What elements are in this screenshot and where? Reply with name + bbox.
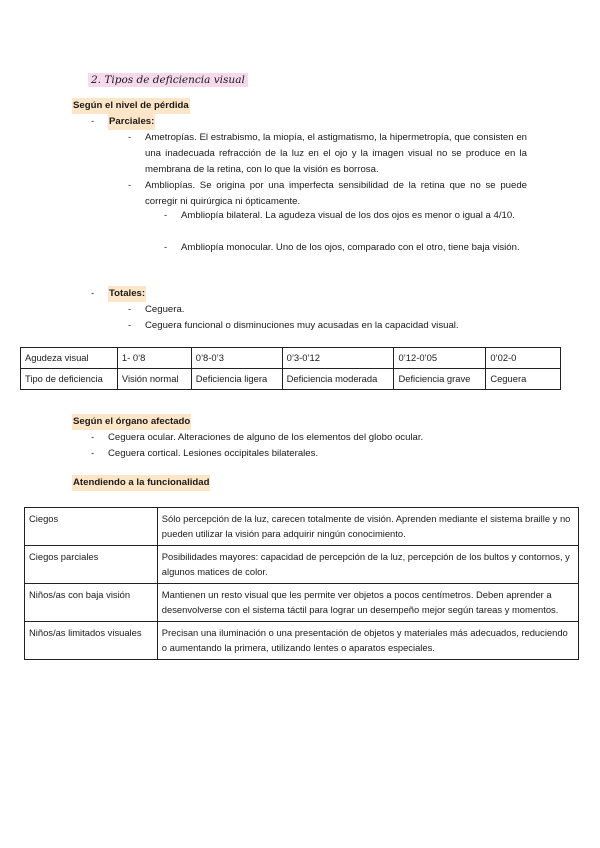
table-cell-desc: Sólo percepción de la luz, carecen totalmente de visión. Aprenden mediante el sistema braille y no pueden utilizar la visión para adquirir ningún conocimiento. bbox=[157, 508, 578, 546]
table-row bbox=[25, 622, 579, 660]
table-cell: 0’12-0’05 bbox=[394, 348, 486, 369]
table-cell-desc: Precisan una iluminación o una presentación de objetos y materiales más adecuados, reduciendo o aumentando la primera, utilizando lentes o aparatos especiales. bbox=[157, 622, 578, 660]
table-cell: 1- 0’8 bbox=[117, 348, 191, 369]
text-ceguera-cortical: Ceguera cortical. Lesiones occipitales bilaterales. bbox=[108, 448, 319, 459]
table-cell-desc: Posibilidades mayores: capacidad de percepción de la luz, percepción de los bultos y contornos, y algunos matices de color. bbox=[157, 546, 578, 584]
table-cell: 0’8-0’3 bbox=[191, 348, 282, 369]
table-cell: 0’3-0’12 bbox=[282, 348, 394, 369]
table-row bbox=[25, 546, 579, 584]
table-row bbox=[21, 348, 561, 369]
heading-organo: Según el órgano afectado bbox=[72, 414, 191, 430]
label-totales: Totales: bbox=[108, 286, 146, 302]
text-ceguera-funcional: Ceguera funcional o disminuciones muy acusadas en la capacidad visual. bbox=[145, 320, 459, 331]
heading-funcionalidad: Atendiendo a la funcionalidad bbox=[72, 475, 210, 491]
table-cell: Ceguera bbox=[486, 369, 561, 390]
text-ametropias: Ametropías. El estrabismo, la miopía, el astigmatismo, la hipermetropía, que consisten en una inadecuada refracción de la luz en el ojo y la imagen visual no se produce en la membrana de la retina, con lo que la visión es borrosa. bbox=[145, 132, 527, 175]
text-bilateral: Ambliopía bilateral. La agudeza visual de los dos ojos es menor o igual a 4/10. bbox=[181, 210, 515, 221]
text-ceguera-ocular: Ceguera ocular. Alteraciones de alguno de los elementos del globo ocular. bbox=[108, 432, 424, 443]
table-cell: Deficiencia ligera bbox=[191, 369, 282, 390]
heading-nivel: Según el nivel de pérdida bbox=[72, 98, 190, 114]
bullet-dash: - bbox=[128, 180, 132, 191]
table-cell-term: Niños/as con baja visión bbox=[25, 584, 158, 622]
bullet-dash: - bbox=[128, 320, 132, 331]
table-cell: Deficiencia grave bbox=[394, 369, 486, 390]
text-monocular: Ambliopía monocular. Uno de los ojos, comparado con el otro, tiene baja visión. bbox=[181, 242, 520, 253]
bullet-dash: - bbox=[164, 210, 168, 221]
bullet-dash: - bbox=[164, 242, 168, 253]
table-cell: Deficiencia moderada bbox=[282, 369, 394, 390]
bullet-dash: - bbox=[91, 116, 95, 127]
text-ceguera: Ceguera. bbox=[145, 304, 185, 315]
table-row bbox=[21, 369, 561, 390]
table-cell-term: Niños/as limitados visuales bbox=[25, 622, 158, 660]
table-cell: Agudeza visual bbox=[21, 348, 118, 369]
table-row bbox=[25, 508, 579, 546]
table-cell-term: Ciegos bbox=[25, 508, 158, 546]
section-title: 2. Tipos de deficiencia visual bbox=[88, 73, 248, 87]
bullet-dash: - bbox=[128, 304, 132, 315]
table-cell-term: Ciegos parciales bbox=[25, 546, 158, 584]
table-cell: Visión normal bbox=[117, 369, 191, 390]
table-cell: Tipo de deficiencia bbox=[21, 369, 118, 390]
bullet-dash: - bbox=[91, 432, 95, 443]
text-ambliopias: Ambliopías. Se origina por una imperfecta sensibilidad de la retina que no se puede corregir ni quirúrgica ni ópticamente. bbox=[145, 180, 527, 207]
table-row bbox=[25, 584, 579, 622]
label-parciales: Parciales: bbox=[108, 114, 155, 130]
bullet-dash: - bbox=[91, 448, 95, 459]
bullet-dash: - bbox=[128, 132, 132, 143]
funcionalidad-table bbox=[24, 507, 579, 660]
table-cell-desc: Mantienen un resto visual que les permite ver objetos a pocos centímetros. Deben aprender a desenvolverse con el sistema táctil para lograr un desempeño mejor según tareas y momentos. bbox=[157, 584, 578, 622]
agudeza-table bbox=[20, 347, 561, 390]
bullet-dash: - bbox=[91, 288, 95, 299]
table-cell: 0’02-0 bbox=[486, 348, 561, 369]
